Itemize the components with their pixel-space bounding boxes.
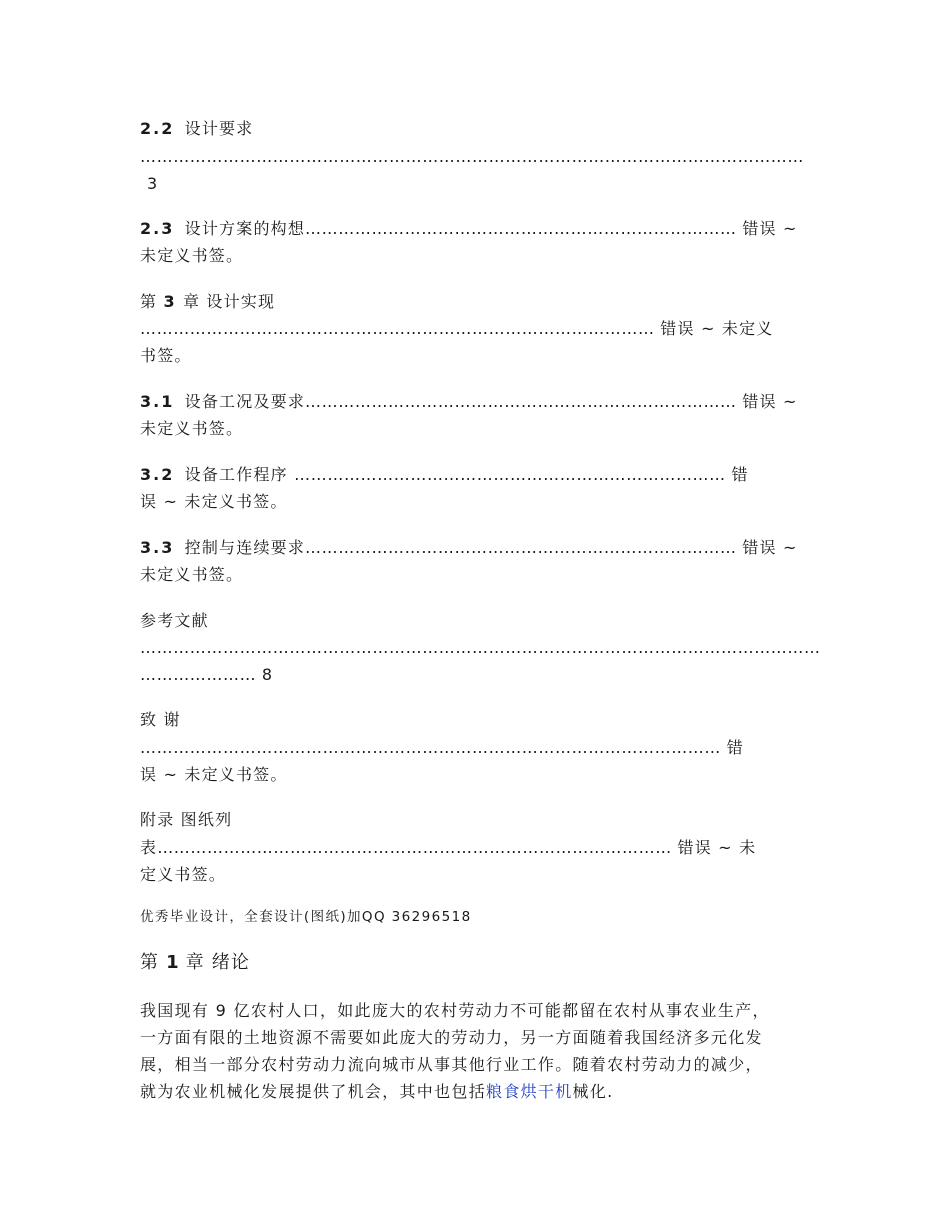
toc-leader: …………………………………………………………………… bbox=[305, 538, 743, 557]
toc-entry-3-3-cont: 未定义书签。 bbox=[140, 565, 244, 584]
promo-note: 优秀毕业设计，全套设计(图纸)加QQ 36296518 bbox=[140, 909, 472, 925]
toc-leader: ………………… bbox=[140, 665, 262, 684]
toc-entry-thanks-cont: 误 ~ 未定义书签。 bbox=[140, 765, 288, 784]
toc-entry-2-2-title[interactable]: 2.2 设计要求 bbox=[140, 119, 254, 138]
toc-entry-appendix-cont: 定义书签。 bbox=[140, 865, 227, 884]
toc-leader: …………………………………………………………………… bbox=[305, 392, 743, 411]
toc-entry-3-2-cont: 误 ~ 未定义书签。 bbox=[140, 492, 288, 511]
toc-leader: …………………………………………………………………… bbox=[305, 219, 743, 238]
body-line: 我国现有 9 亿农村人口，如此庞大的农村劳动力不可能都留在农村从事农业生产， bbox=[140, 1001, 770, 1020]
toc-entry-appendix[interactable]: 表………………………………………………………………………………… 错误 ~ 未 bbox=[140, 838, 757, 857]
toc-entry-chapter-3[interactable]: ………………………………………………………………………………… 错误 ~ 未定义 bbox=[140, 319, 774, 338]
toc-leader: …………………………………………………………………………………………………………… bbox=[140, 638, 821, 657]
toc-entry-3-2[interactable]: 3.2 设备工作程序 …………………………………………………………………… 错 bbox=[140, 465, 749, 484]
toc-entry-3-3[interactable]: 3.3 控制与连续要求…………………………………………………………………… 错误 ~ bbox=[140, 538, 798, 557]
toc-entry-chapter-3-title[interactable]: 第 3 章 设计实现 bbox=[140, 292, 276, 311]
toc-entry-3-1[interactable]: 3.1 设备工况及要求…………………………………………………………………… 错误 ~ bbox=[140, 392, 798, 411]
toc-entry-references-page[interactable]: ………………… 8 bbox=[140, 665, 274, 684]
toc-entry-thanks-title[interactable]: 致 谢 bbox=[140, 710, 181, 729]
toc-leader: ………………………………………………………………………………… bbox=[140, 319, 661, 338]
body-line: 展，相当一部分农村劳动力流向城市从事其他行业工作。随着农村劳动力的减少， bbox=[140, 1055, 763, 1074]
chapter-1-heading: 第 1 章 绪论 bbox=[140, 952, 251, 973]
toc-entry-chapter-3-cont: 书签。 bbox=[140, 346, 192, 365]
toc-leader: ………………………………………………………………………………… bbox=[157, 838, 678, 857]
body-line: 就为农业机械化发展提供了机会，其中也包括粮食烘干机械化. bbox=[140, 1082, 614, 1101]
toc-entry-2-3[interactable]: 2.3 设计方案的构想…………………………………………………………………… 错误 ~ bbox=[140, 219, 798, 238]
toc-entry-2-3-cont: 未定义书签。 bbox=[140, 246, 244, 265]
toc-entry-references-title[interactable]: 参考文献 bbox=[140, 611, 209, 630]
toc-entry-thanks[interactable]: …………………………………………………………………………………………… 错 bbox=[140, 738, 744, 757]
toc-entry-3-1-cont: 未定义书签。 bbox=[140, 419, 244, 438]
toc-leader: …………………………………………………………………… bbox=[294, 465, 732, 484]
toc-leader: ………………………………………………………………………………………………………… bbox=[140, 147, 804, 166]
toc-entry-2-2-page[interactable]: 3 bbox=[147, 174, 159, 193]
body-line: 一方面有限的土地资源不需要如此庞大的劳动力，另一方面随着我国经济多元化发 bbox=[140, 1028, 763, 1047]
toc-entry-appendix-title[interactable]: 附录 图纸列 bbox=[140, 810, 233, 829]
toc-leader: …………………………………………………………………………………………… bbox=[140, 738, 727, 757]
grain-dryer-link[interactable]: 粮食烘干机 bbox=[486, 1082, 573, 1101]
